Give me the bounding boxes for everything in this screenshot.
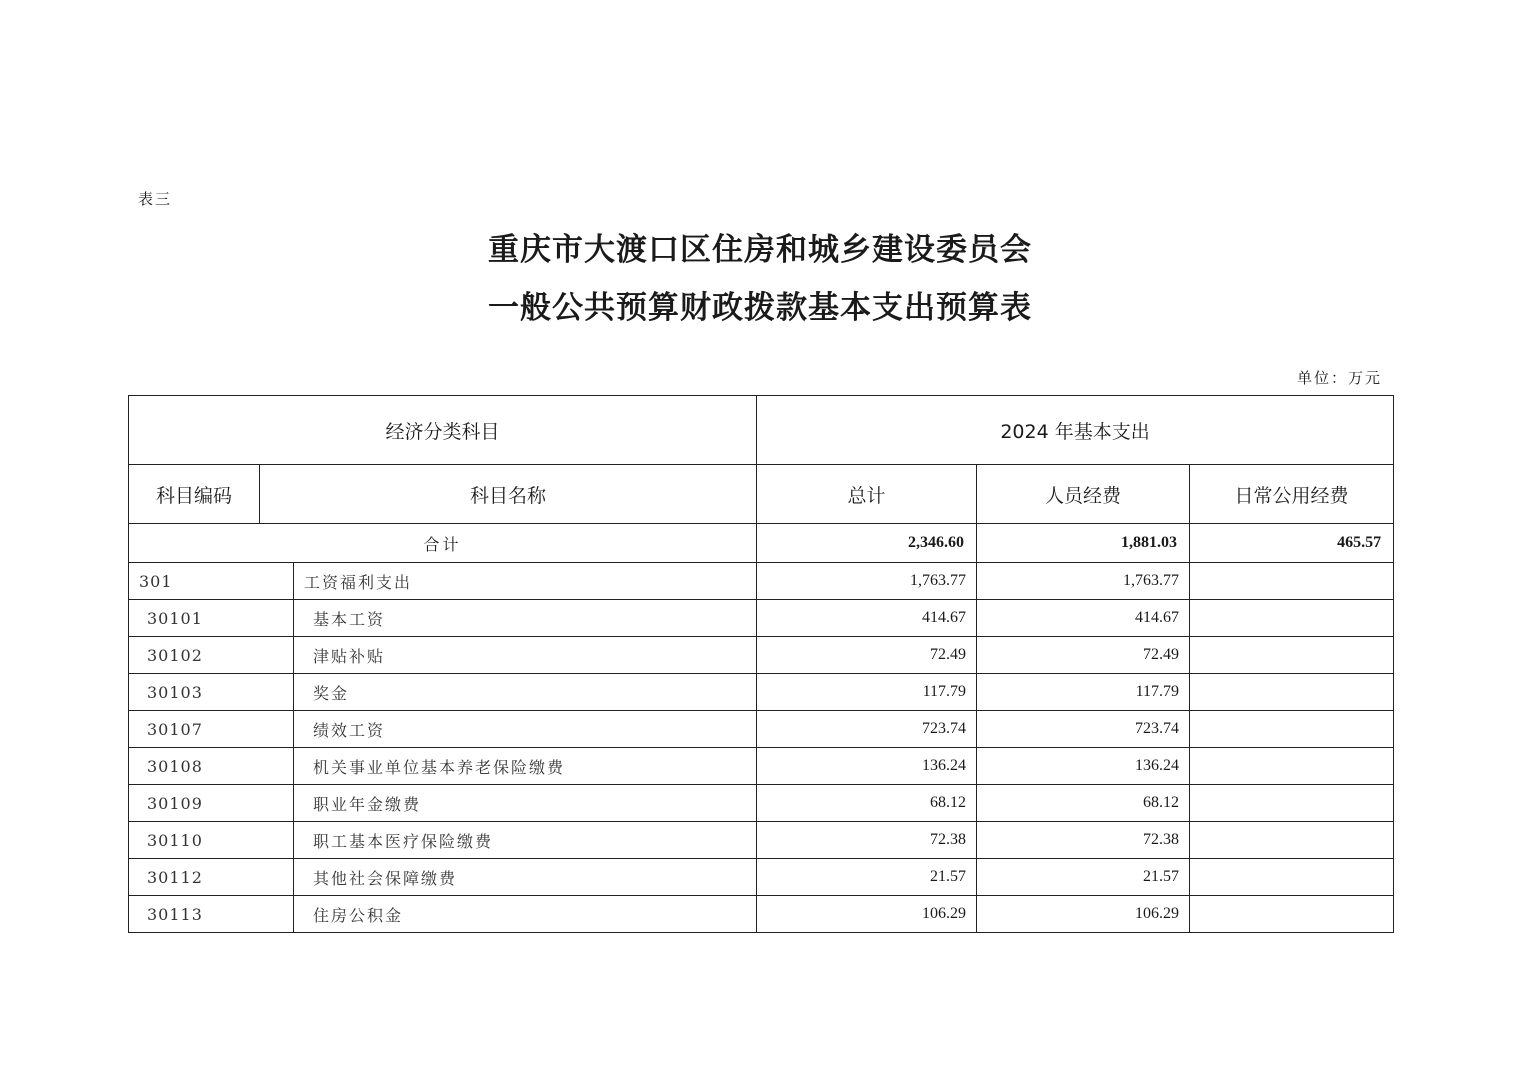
subject-code: 30112 (129, 859, 294, 896)
header-public: 日常公用经费 (1190, 465, 1394, 524)
row-total: 72.38 (757, 822, 977, 859)
subject-name: 基本工资 (294, 600, 757, 637)
unit-label: 单位：万元 (1296, 369, 1382, 387)
row-personnel: 106.29 (977, 896, 1190, 933)
row-public (1190, 822, 1394, 859)
table-row (129, 822, 1394, 859)
row-total: 106.29 (757, 896, 977, 933)
row-public (1190, 748, 1394, 785)
row-personnel: 136.24 (977, 748, 1190, 785)
table-row (129, 785, 1394, 822)
row-public (1190, 637, 1394, 674)
row-personnel: 68.12 (977, 785, 1190, 822)
row-public (1190, 785, 1394, 822)
subject-code: 30102 (129, 637, 294, 674)
total-label: 合计 (129, 524, 757, 563)
subject-name: 绩效工资 (294, 711, 757, 748)
subject-name: 其他社会保障缴费 (294, 859, 757, 896)
row-total: 68.12 (757, 785, 977, 822)
row-public (1190, 674, 1394, 711)
table-row (129, 896, 1394, 933)
row-personnel: 72.38 (977, 822, 1190, 859)
subject-name: 津贴补贴 (294, 637, 757, 674)
row-total: 72.49 (757, 637, 977, 674)
total-personnel: 1,881.03 (977, 524, 1190, 563)
page-title-line2: 一般公共预算财政拨款基本支出预算表 (488, 290, 1032, 326)
subject-code: 30101 (129, 600, 294, 637)
subject-code: 30113 (129, 896, 294, 933)
header-personnel: 人员经费 (977, 465, 1190, 524)
subject-code: 30107 (129, 711, 294, 748)
row-public (1190, 600, 1394, 637)
total-public: 465.57 (1190, 524, 1394, 563)
row-total: 21.57 (757, 859, 977, 896)
table-row (129, 563, 1394, 600)
total-row (129, 524, 1394, 563)
row-public (1190, 563, 1394, 600)
table-row (129, 674, 1394, 711)
subject-name: 机关事业单位基本养老保险缴费 (294, 748, 757, 785)
table-row (129, 711, 1394, 748)
subject-name: 奖金 (294, 674, 757, 711)
subject-code: 30110 (129, 822, 294, 859)
row-personnel: 1,763.77 (977, 563, 1190, 600)
table-number-label: 表三 (138, 190, 173, 208)
header-economic-category: 经济分类科目 (129, 396, 757, 465)
row-total: 136.24 (757, 748, 977, 785)
page-title-line1: 重庆市大渡口区住房和城乡建设委员会 (488, 232, 1032, 268)
subject-name: 职工基本医疗保险缴费 (294, 822, 757, 859)
row-public (1190, 859, 1394, 896)
row-personnel: 723.74 (977, 711, 1190, 748)
row-personnel: 72.49 (977, 637, 1190, 674)
row-personnel: 21.57 (977, 859, 1190, 896)
header-total: 总计 (757, 465, 977, 524)
table-row (129, 600, 1394, 637)
subject-code: 301 (129, 563, 294, 600)
header-row-columns (129, 465, 1394, 524)
subject-code: 30103 (129, 674, 294, 711)
header-basic-expenditure: 2024 年基本支出 (757, 396, 1394, 465)
subject-name: 住房公积金 (294, 896, 757, 933)
row-public (1190, 896, 1394, 933)
table-row (129, 748, 1394, 785)
row-total: 414.67 (757, 600, 977, 637)
row-personnel: 117.79 (977, 674, 1190, 711)
subject-code: 30108 (129, 748, 294, 785)
row-personnel: 414.67 (977, 600, 1190, 637)
header-subject-code: 科目编码 (129, 465, 260, 524)
row-total: 1,763.77 (757, 563, 977, 600)
total-sum: 2,346.60 (757, 524, 977, 563)
subject-code: 30109 (129, 785, 294, 822)
table-row (129, 859, 1394, 896)
row-total: 723.74 (757, 711, 977, 748)
subject-name: 工资福利支出 (294, 563, 757, 600)
subject-name: 职业年金缴费 (294, 785, 757, 822)
row-total: 117.79 (757, 674, 977, 711)
header-row-group (129, 396, 1394, 465)
budget-table (128, 395, 1394, 933)
row-public (1190, 711, 1394, 748)
header-subject-name: 科目名称 (260, 465, 757, 524)
table-row (129, 637, 1394, 674)
